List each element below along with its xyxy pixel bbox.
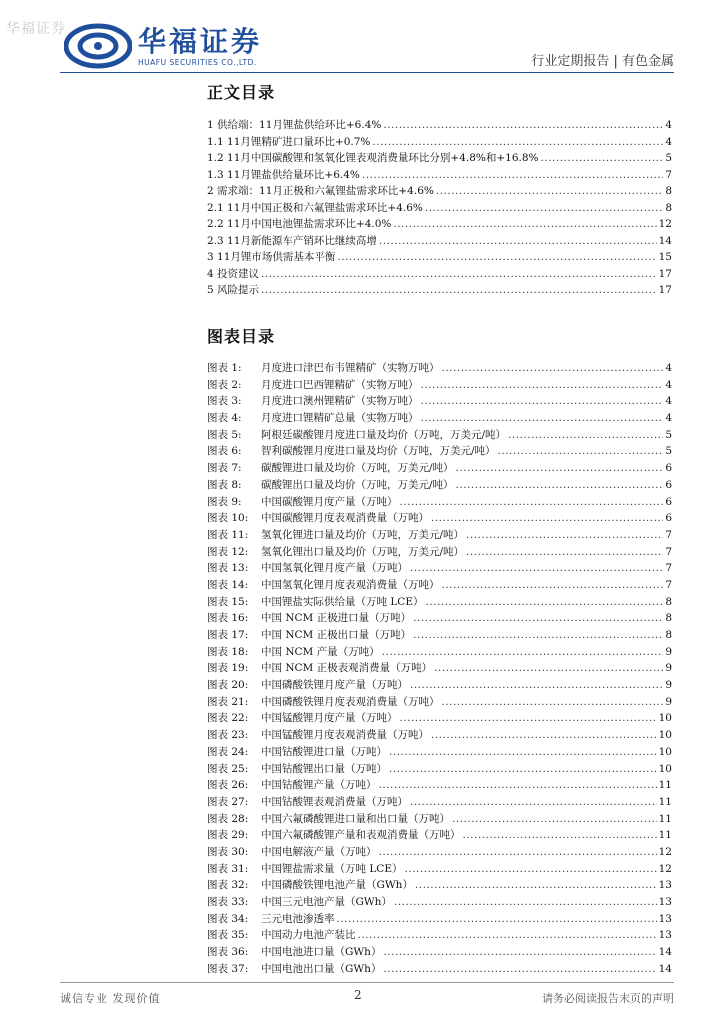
figure-title: 氢氧化锂进口量及均价（万吨，万美元/吨） <box>261 528 465 541</box>
toc-page-number: 17 <box>658 267 672 280</box>
dot-leader <box>400 712 657 724</box>
dot-leader <box>405 863 657 875</box>
figure-toc-entry[interactable] <box>207 627 672 644</box>
figure-label: 图表 11: <box>207 528 249 541</box>
logo-swoosh-icon <box>64 20 132 72</box>
dot-leader <box>400 496 664 508</box>
dot-leader <box>337 913 657 925</box>
toc-page-number: 5 <box>665 445 672 458</box>
page-number: 2 <box>354 988 362 1002</box>
figure-label: 图表 29: <box>207 829 249 842</box>
toc-page-number: 7 <box>665 578 672 591</box>
toc-entry[interactable] <box>207 266 672 283</box>
figure-title: 中国锰酸锂月度表观消费量（万吨） <box>261 729 429 742</box>
figure-title: 中国 NCM 正极进口量（万吨） <box>261 612 412 625</box>
figure-label: 图表 33: <box>207 896 249 908</box>
toc-entry-text: 3 11月锂市场供需基本平衡 <box>207 251 336 263</box>
figure-title: 中国六氟磷酸锂进口量和出口量（万吨） <box>261 812 450 825</box>
figure-title: 中国电池进口量（GWh） <box>261 946 382 959</box>
figure-title: 中国六氟磷酸锂产量和表观消费量（万吨） <box>261 829 461 842</box>
figure-toc-entry[interactable] <box>207 944 672 961</box>
figure-title: 中国电池出口量（GWh） <box>261 962 382 975</box>
figure-toc-entry[interactable] <box>207 610 672 627</box>
dot-leader <box>358 929 657 941</box>
dot-leader <box>421 412 664 424</box>
toc-page-number: 11 <box>658 812 672 825</box>
toc-page-number: 8 <box>665 629 672 641</box>
figure-title: 碳酸锂进口量及均价（万吨，万美元/吨） <box>261 462 454 475</box>
dot-leader <box>362 169 663 181</box>
toc-page-number: 12 <box>658 218 672 230</box>
dot-leader <box>337 251 656 263</box>
figure-toc-entry[interactable] <box>207 460 672 477</box>
dot-leader <box>421 379 664 391</box>
dot-leader <box>413 612 663 624</box>
toc-page-number: 4 <box>665 135 672 148</box>
figure-label: 图表 20: <box>207 679 249 692</box>
figure-title: 氢氧化锂出口量及均价（万吨，万美元/吨） <box>261 545 465 558</box>
figure-title: 智利碳酸锂月度进口量及均价（万吨，万美元/吨） <box>261 445 496 458</box>
figure-toc-entry[interactable] <box>207 410 672 427</box>
company-logo <box>64 16 284 72</box>
dot-leader <box>452 813 657 825</box>
toc-entry-text: 2.2 11月中国电池锂盐需求环比+4.0% <box>207 218 392 230</box>
toc-page-number: 11 <box>658 829 672 842</box>
figure-toc-entry[interactable] <box>207 360 672 377</box>
figure-toc-entry[interactable] <box>207 660 672 677</box>
toc-page-number: 9 <box>665 695 672 708</box>
figure-toc-entry[interactable] <box>207 744 672 761</box>
figure-title: 中国钴酸锂出口量（万吨） <box>261 762 387 775</box>
dot-leader <box>442 579 664 591</box>
dot-leader <box>389 763 657 775</box>
figure-label: 图表 24: <box>207 745 249 758</box>
toc-page-number: 10 <box>658 729 672 742</box>
figure-title: 中国锂盐需求量（万吨 LCE） <box>261 862 403 875</box>
figure-label: 图表 21: <box>207 695 249 708</box>
dot-leader <box>413 629 663 641</box>
dot-leader <box>442 362 664 374</box>
figure-toc-entry[interactable] <box>207 644 672 661</box>
figure-label: 图表 15: <box>207 595 249 608</box>
figure-toc-entry[interactable] <box>207 544 672 561</box>
toc-entry[interactable] <box>207 282 672 299</box>
toc-page-number: 9 <box>665 679 672 692</box>
figure-title: 中国钴酸锂表观消费量（万吨） <box>261 795 408 808</box>
figure-label: 图表 22: <box>207 712 249 725</box>
toc-page-number: 12 <box>658 862 672 875</box>
dot-leader <box>436 185 663 197</box>
toc-entry-text: 1 供给端：11月锂盐供给环比+6.4% <box>207 119 382 131</box>
toc-page-number: 7 <box>665 528 672 541</box>
toc-page-number: 8 <box>665 185 672 197</box>
toc-page-number: 14 <box>658 946 672 959</box>
toc-page-number: 8 <box>665 612 672 625</box>
figure-title: 中国锰酸锂月度产量（万吨） <box>261 712 398 725</box>
header-divider <box>60 72 674 73</box>
dot-leader <box>372 136 663 148</box>
figure-label: 图表 26: <box>207 779 249 792</box>
figure-title: 月度进口澳州锂精矿（实物万吨） <box>261 395 419 408</box>
figure-title: 中国 NCM 产量（万吨） <box>261 645 380 658</box>
figure-toc-entry[interactable] <box>207 527 672 544</box>
figure-toc-entry[interactable] <box>207 510 672 527</box>
dot-leader <box>442 696 664 708</box>
figure-toc-entry[interactable] <box>207 844 672 861</box>
toc-page-number: 10 <box>658 712 672 725</box>
figure-toc-entry[interactable] <box>207 927 672 944</box>
figure-title: 中国三元电池产量（GWh） <box>261 896 392 908</box>
figures-toc-title: 图表目录 <box>207 327 276 346</box>
figure-toc-entry[interactable] <box>207 477 672 494</box>
toc-page-number: 9 <box>665 662 672 675</box>
toc-page-number: 4 <box>665 119 672 131</box>
figure-label: 图表 36: <box>207 946 249 959</box>
footer-divider <box>60 982 674 983</box>
figure-label: 图表 19: <box>207 662 249 675</box>
figure-label: 图表 12: <box>207 545 249 558</box>
toc-entry[interactable] <box>207 134 672 151</box>
figure-title: 中国动力电池产装比 <box>261 929 356 942</box>
dot-leader <box>383 119 663 131</box>
figure-label: 图表 25: <box>207 762 249 775</box>
figure-label: 图表 3: <box>207 395 242 408</box>
toc-page-number: 10 <box>658 745 672 758</box>
figure-toc-entry[interactable] <box>207 894 672 911</box>
figure-label: 图表 30: <box>207 845 249 858</box>
dot-leader <box>466 529 663 541</box>
figure-title: 碳酸锂出口量及均价（万吨，万美元/吨） <box>261 478 454 491</box>
toc-page-number: 8 <box>665 201 672 214</box>
dot-leader <box>431 729 657 741</box>
toc-entry-text: 2.1 11月中国正极和六氟锂盐需求环比+4.6% <box>207 201 423 214</box>
figure-toc-entry[interactable] <box>207 393 672 410</box>
dot-leader <box>389 746 657 758</box>
figure-label: 图表 23: <box>207 729 249 742</box>
figure-toc-entry[interactable] <box>207 494 672 511</box>
figure-label: 图表 1: <box>207 362 242 374</box>
figure-title: 阿根廷碳酸锂月度进口量及均价（万吨，万美元/吨） <box>261 428 507 441</box>
dot-leader <box>383 946 656 958</box>
dot-leader <box>261 268 657 280</box>
toc-page-number: 4 <box>665 412 672 425</box>
figure-label: 图表 32: <box>207 879 249 892</box>
toc-entry-text: 2.3 11月新能源车产销环比继续高增 <box>207 234 377 247</box>
figure-label: 图表 37: <box>207 962 249 975</box>
toc-entry[interactable] <box>207 216 672 233</box>
toc-page-number: 11 <box>658 795 672 808</box>
figure-toc-entry[interactable] <box>207 377 672 394</box>
toc-page-number: 17 <box>658 284 672 296</box>
toc-page-number: 6 <box>665 512 672 525</box>
dot-leader <box>393 218 656 230</box>
toc-page-number: 12 <box>658 845 672 858</box>
figure-title: 中国碳酸锂月度产量（万吨） <box>261 495 398 508</box>
toc-page-number: 9 <box>665 645 672 658</box>
figure-title: 中国磷酸铁锂月度表观消费量（万吨） <box>261 695 440 708</box>
dot-leader <box>261 284 657 296</box>
dot-leader <box>379 235 657 247</box>
figure-title: 中国电解液产量（万吨） <box>261 845 377 858</box>
figure-title: 中国磷酸铁锂电池产量（GWh） <box>261 879 413 892</box>
figure-toc-entry[interactable] <box>207 861 672 878</box>
figure-label: 图表 7: <box>207 462 242 475</box>
toc-entry[interactable] <box>207 183 672 200</box>
report-type: 行业定期报告 | 有色金属 <box>531 54 674 69</box>
toc-page-number: 13 <box>658 912 672 925</box>
toc-page-number: 4 <box>665 378 672 391</box>
figure-label: 图表 16: <box>207 612 249 625</box>
dot-leader <box>463 829 657 841</box>
figure-label: 图表 18: <box>207 645 249 658</box>
figure-toc-entry[interactable] <box>207 827 672 844</box>
dot-leader <box>379 846 657 858</box>
figure-toc-entry[interactable] <box>207 761 672 778</box>
dot-leader <box>431 512 663 524</box>
footer-disclaimer: 请务必阅读报告末页的声明 <box>542 992 674 1005</box>
toc-entry-text: 5 风险提示 <box>207 284 260 296</box>
figure-title: 月度进口巴西锂精矿（实物万吨） <box>261 378 419 391</box>
toc-entry-text: 4 投资建议 <box>207 267 260 280</box>
figure-toc-entry[interactable] <box>207 427 672 444</box>
toc-entry[interactable] <box>207 117 672 134</box>
figure-title: 月度进口津巴布韦锂精矿（实物万吨） <box>261 362 440 374</box>
figure-toc-entry[interactable] <box>207 677 672 694</box>
toc-page-number: 11 <box>658 779 672 792</box>
toc-page-number: 8 <box>665 595 672 608</box>
footer-slogan: 诚信专业 发现价值 <box>60 992 161 1005</box>
dot-leader <box>541 152 664 164</box>
toc-entry[interactable] <box>207 200 672 217</box>
toc-list <box>207 117 672 299</box>
logo-chinese-name: 华福证券 <box>138 25 263 58</box>
toc-page-number: 5 <box>665 152 672 164</box>
dot-leader <box>421 395 664 407</box>
figure-label: 图表 27: <box>207 795 249 808</box>
dot-leader <box>410 679 663 691</box>
toc-page-number: 5 <box>665 428 672 441</box>
dot-leader <box>456 462 664 474</box>
figure-label: 图表 31: <box>207 862 249 875</box>
dot-leader <box>379 779 657 791</box>
figure-toc-entry[interactable] <box>207 443 672 460</box>
toc-page-number: 6 <box>665 495 672 508</box>
dot-leader <box>508 429 663 441</box>
dot-leader <box>426 596 664 608</box>
toc-entry-text: 1.2 11月中国碳酸锂和氢氧化锂表观消费量环比分别+4.8%和+16.8% <box>207 152 539 164</box>
figure-toc-entry[interactable] <box>207 794 672 811</box>
toc-page-number: 10 <box>658 762 672 775</box>
dot-leader <box>382 646 664 658</box>
toc-page-number: 14 <box>658 962 672 975</box>
toc-page-number: 4 <box>665 395 672 408</box>
figure-label: 图表 8: <box>207 478 242 491</box>
toc-page-number: 13 <box>658 879 672 892</box>
figure-title: 中国 NCM 正极出口量（万吨） <box>261 629 412 641</box>
toc-page-number: 15 <box>658 251 672 263</box>
figure-label: 图表 4: <box>207 412 242 425</box>
figure-title: 中国氢氧化锂月度表观消费量（万吨） <box>261 578 440 591</box>
figure-title: 中国 NCM 正极表观消费量（万吨） <box>261 662 433 675</box>
dot-leader <box>498 445 664 457</box>
figure-title: 中国氢氧化锂月度产量（万吨） <box>261 562 408 575</box>
figure-toc-entry[interactable] <box>207 560 672 577</box>
figure-toc-entry[interactable] <box>207 577 672 594</box>
figure-toc-entry[interactable] <box>207 594 672 611</box>
figure-title: 中国磷酸铁锂月度产量（万吨） <box>261 679 408 692</box>
figure-label: 图表 35: <box>207 929 249 942</box>
toc-entry-text: 2 需求端：11月正极和六氟锂盐需求环比+4.6% <box>207 185 434 197</box>
dot-leader <box>425 202 663 214</box>
toc-page-number: 13 <box>658 929 672 942</box>
figure-toc-entry[interactable] <box>207 961 672 978</box>
dot-leader <box>383 963 656 975</box>
toc-entry[interactable] <box>207 167 672 184</box>
watermark-text: 华福证券 <box>6 21 66 37</box>
toc-entry[interactable] <box>207 233 672 250</box>
toc-page-number: 7 <box>665 545 672 558</box>
logo-english-name: HUAFU SECURITIES CO.,LTD. <box>138 58 257 67</box>
dot-leader <box>410 562 663 574</box>
figure-label: 图表 17: <box>207 629 249 641</box>
dot-leader <box>415 879 657 891</box>
figure-label: 图表 14: <box>207 578 249 591</box>
figure-label: 图表 5: <box>207 428 242 441</box>
dot-leader <box>466 546 663 558</box>
figure-title: 中国钴酸锂产量（万吨） <box>261 779 377 792</box>
figure-label: 图表 9: <box>207 495 242 508</box>
figure-label: 图表 34: <box>207 912 249 925</box>
toc-entry-text: 1.3 11月锂盐供给量环比+6.4% <box>207 168 360 181</box>
figure-label: 图表 28: <box>207 812 249 825</box>
toc-page-number: 7 <box>665 562 672 575</box>
figure-label: 图表 10: <box>207 512 249 525</box>
figure-toc-entry[interactable] <box>207 811 672 828</box>
figure-label: 图表 6: <box>207 445 242 458</box>
figure-toc-entry[interactable] <box>207 877 672 894</box>
dot-leader <box>456 479 664 491</box>
dot-leader <box>410 796 657 808</box>
toc-entry[interactable] <box>207 150 672 167</box>
figure-toc-entry[interactable] <box>207 911 672 928</box>
toc-page-number: 13 <box>658 896 672 908</box>
figure-toc-entry[interactable] <box>207 727 672 744</box>
figure-title: 中国锂盐实际供给量（万吨 LCE） <box>261 595 424 608</box>
figure-label: 图表 2: <box>207 378 242 391</box>
toc-entry[interactable] <box>207 249 672 266</box>
dot-leader <box>394 896 657 908</box>
figure-title: 中国碳酸锂月度表观消费量（万吨） <box>261 512 429 525</box>
figure-title: 三元电池渗透率 <box>261 912 335 925</box>
toc-page-number: 6 <box>665 478 672 491</box>
figure-toc-entry[interactable] <box>207 710 672 727</box>
figure-title: 月度进口锂精矿总量（实物万吨） <box>261 412 419 425</box>
figure-toc-entry[interactable] <box>207 777 672 794</box>
figure-toc-entry[interactable] <box>207 694 672 711</box>
toc-page-number: 14 <box>658 234 672 247</box>
toc-page-number: 4 <box>665 362 672 374</box>
toc-page-number: 6 <box>665 462 672 475</box>
figure-label: 图表 13: <box>207 562 249 575</box>
toc-entry-text: 1.1 11月锂精矿进口量环比+0.7% <box>207 135 371 148</box>
figures-toc-list <box>207 360 672 977</box>
toc-page-number: 7 <box>665 168 672 181</box>
dot-leader <box>434 662 663 674</box>
figure-title: 中国钴酸锂进口量（万吨） <box>261 745 387 758</box>
toc-title: 正文目录 <box>207 83 276 102</box>
